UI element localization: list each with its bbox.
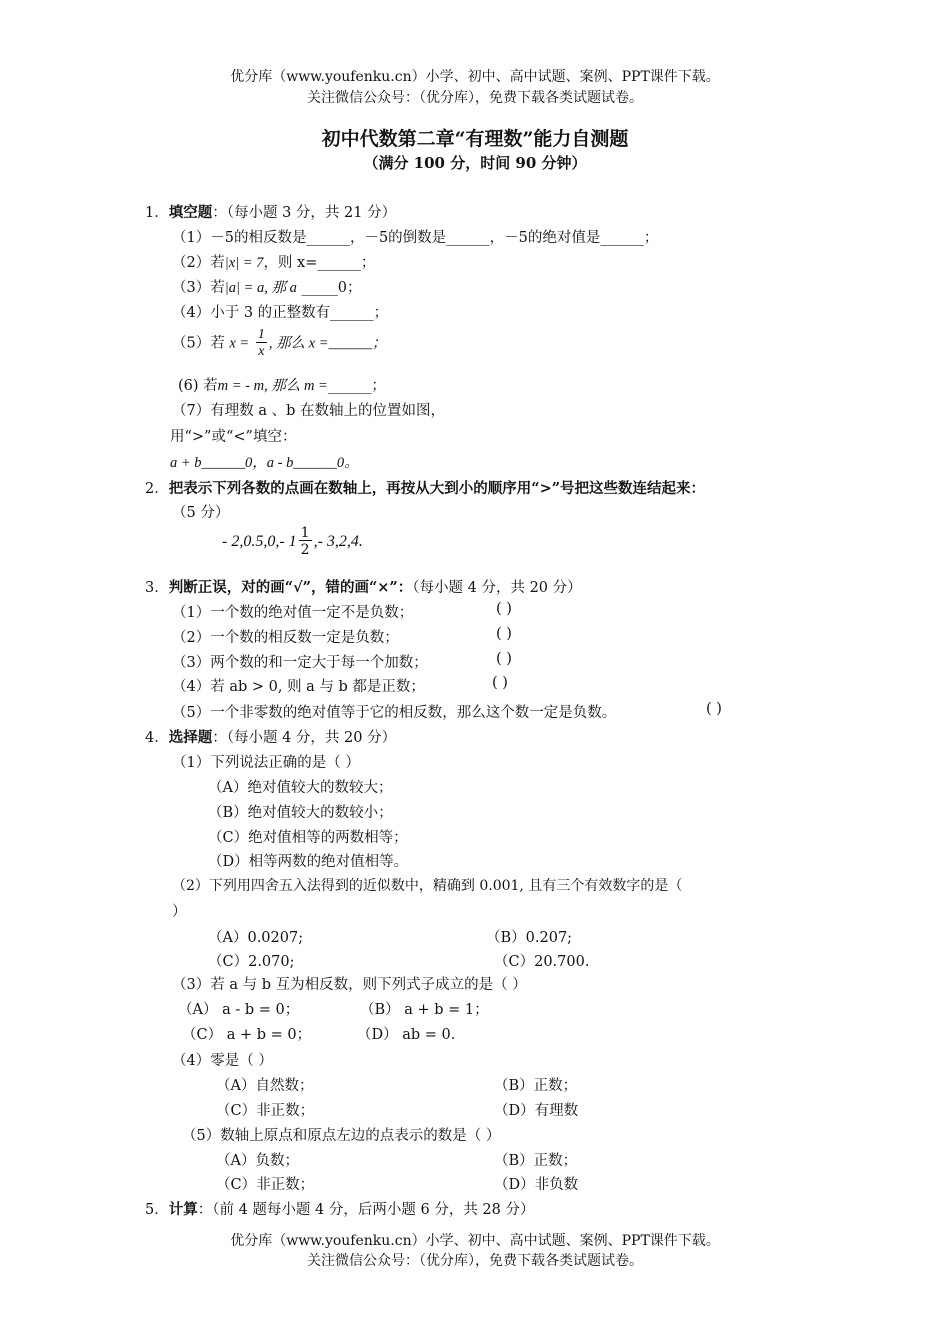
page-title: 初中代数第二章“有理数”能力自测题 xyxy=(321,128,629,150)
q1-item-7-blanks: a + b______0，a - b______0。 xyxy=(170,455,359,471)
q3-item-1: （1）一个数的绝对值一定不是负数； xyxy=(172,605,414,621)
q4-p4-option-c: （C）非正数； xyxy=(216,1103,315,1119)
q1-heading: 填空题 xyxy=(168,204,213,221)
page-subtitle: （满分 100 分，时间 90 分钟） xyxy=(363,154,587,172)
fraction-numerator: 1 xyxy=(300,525,310,541)
q1-item-6-suffix: ______； xyxy=(327,378,386,394)
q3-item-4-answer: ( ) xyxy=(492,675,508,691)
q3-item-1-answer: ( ) xyxy=(496,601,512,617)
q4-p4-option-b: （B）正数； xyxy=(494,1078,578,1094)
q4-p5-option-c: （C）非正数； xyxy=(216,1177,315,1193)
q1-item-5-math: x = xyxy=(229,335,250,352)
q1-item-2-suffix: ，则 x=______； xyxy=(263,255,376,271)
q3-item-5-answer: ( ) xyxy=(706,701,722,717)
footer-line-1: 优分库（www.youfenku.cn）小学、初中、高中试题、案例、PPT课件下载。 xyxy=(230,1233,720,1249)
q1-item-1: （1）－5的相反数是______，－5的倒数是______，－5的绝对值是______； xyxy=(172,230,659,246)
fraction-denominator: 2 xyxy=(300,542,310,558)
q2-numbers-part-b: ,- 3,2,4. xyxy=(313,533,363,550)
q1-item-7: （7）有理数 a 、b 在数轴上的位置如图， xyxy=(172,403,445,419)
q4-p1-option-a: （A）绝对值较大的数较大； xyxy=(208,780,393,796)
q1-heading-line xyxy=(145,201,396,222)
q3-item-2: （2）一个数的相反数一定是负数； xyxy=(172,630,399,646)
q5-note: ：（前 4 题每小题 4 分，后两小题 6 分，共 28 分） xyxy=(197,1202,535,1218)
q1-item-5-fraction xyxy=(256,328,267,359)
q1-item-6 xyxy=(178,374,386,395)
q5-number: 5． xyxy=(145,1202,169,1218)
q1-number: 1． xyxy=(145,205,169,221)
q1-item-3-prefix: （3）若 xyxy=(172,280,225,296)
q3-item-3-answer: ( ) xyxy=(496,651,512,667)
q1-item-2-math: |x| = 7 xyxy=(224,255,264,271)
q4-p3-option-b: （B） a + b = 1； xyxy=(360,1002,489,1018)
q4-p2-stem-cont: ） xyxy=(172,904,187,920)
q4-note: ：（每小题 4 分，共 20 分） xyxy=(212,730,397,746)
q2-text: 把表示下列各数的点画在数轴上，再按从大到小的顺序用“>”号把这些数连结起来： xyxy=(168,480,706,497)
q4-heading: 选择题 xyxy=(168,729,213,746)
q2-score: （5 分） xyxy=(172,505,230,521)
q1-item-6-prefix: (6) 若 xyxy=(178,378,218,394)
q4-p3-option-c: （C） a + b = 0； xyxy=(182,1027,312,1043)
fraction-numerator: 1 xyxy=(257,327,265,342)
q5-heading-line xyxy=(145,1198,534,1219)
q4-p3-option-d: （D） ab = 0. xyxy=(357,1027,456,1043)
q4-p3-option-a: （A） a - b = 0； xyxy=(178,1002,300,1018)
q1-item-4: （4）小于 3 的正整数有______； xyxy=(172,305,389,321)
q4-p2-option-c: （C）2.070; xyxy=(208,954,295,970)
q3-item-5: （5）一个非零数的绝对值等于它的相反数，那么这个数一定是负数。 xyxy=(172,705,617,721)
q1-note: ：（每小题 3 分，共 21 分） xyxy=(212,205,397,221)
q1-item-5-prefix: （5）若 xyxy=(172,335,225,352)
q2-numbers-part-a: - 2,0.5,0,- 1 xyxy=(222,533,297,550)
q1-item-3-suffix: _____0； xyxy=(296,280,362,296)
q1-item-2 xyxy=(172,251,375,272)
q1-item-3-math: |a| = a, 那 a xyxy=(224,280,297,296)
q4-p4-option-a: （A）自然数； xyxy=(216,1078,314,1094)
q4-p1-stem: （1）下列说法正确的是（ ） xyxy=(172,755,360,771)
q1-item-5-suffix: , 那么 x =______； xyxy=(268,335,387,352)
q4-p5-option-a: （A）负数； xyxy=(216,1153,299,1169)
q4-p2-option-a: （A）0.0207; xyxy=(208,930,304,946)
q1-item-6-math: m = - m, 那么 m = xyxy=(217,378,328,394)
q3-item-4: （4）若 ab > 0, 则 a 与 b 都是正数； xyxy=(172,679,425,695)
q4-p4-stem: （4）零是（ ） xyxy=(172,1053,273,1069)
q4-p1-option-b: （B）绝对值较大的数较小； xyxy=(208,805,393,821)
q3-heading: 判断正误，对的画“√”，错的画“×”： xyxy=(168,579,413,596)
q4-p2-option-d: （C）20.700. xyxy=(494,954,590,970)
q3-item-3: （3）两个数的和一定大于每一个加数； xyxy=(172,655,428,671)
q4-p4-option-d: （D）有理数 xyxy=(494,1103,579,1119)
footer-line-2: 关注微信公众号：（优分库），免费下载各类试题试卷。 xyxy=(307,1253,643,1269)
q1-item-3 xyxy=(172,276,361,297)
q3-note: （每小题 4 分，共 20 分） xyxy=(412,580,582,596)
q2-fraction xyxy=(299,526,312,557)
q4-p2-option-b: （B）0.207; xyxy=(486,930,573,946)
header-line-2: 关注微信公众号：（优分库），免费下载各类试题试卷。 xyxy=(307,90,643,106)
q3-item-2-answer: ( ) xyxy=(496,626,512,642)
q2-numbers xyxy=(222,526,363,557)
q4-p5-option-d: （D）非负数 xyxy=(494,1177,579,1193)
q4-p3-stem: （3）若 a 与 b 互为相反数，则下列式子成立的是（ ） xyxy=(172,977,527,993)
q4-p1-option-d: （D）相等两数的绝对值相等。 xyxy=(208,854,409,870)
q3-heading-line xyxy=(145,576,582,597)
header-line-1: 优分库（www.youfenku.cn）小学、初中、高中试题、案例、PPT课件下载。 xyxy=(230,69,720,85)
q5-heading: 计算 xyxy=(168,1201,198,1218)
q4-number: 4． xyxy=(145,730,169,746)
q2-heading xyxy=(145,477,705,498)
q4-p5-stem: （5）数轴上原点和原点左边的点表示的数是（ ） xyxy=(182,1128,501,1144)
q3-number: 3． xyxy=(145,580,169,596)
q4-p1-option-c: （C）绝对值相等的两数相等； xyxy=(208,830,408,846)
q1-item-5 xyxy=(172,328,387,359)
q4-p5-option-b: （B）正数； xyxy=(494,1153,578,1169)
q2-number: 2． xyxy=(145,481,169,497)
q4-p2-stem: （2）下列用四舍五入法得到的近似数中，精确到 0.001, 且有三个有效数字的是（ xyxy=(172,878,683,894)
q1-item-2-prefix: （2）若 xyxy=(172,255,225,271)
q1-item-7-instruction: 用“>”或“<”填空： xyxy=(170,429,297,445)
q4-heading-line xyxy=(145,726,396,747)
fraction-denominator: x xyxy=(258,344,265,359)
